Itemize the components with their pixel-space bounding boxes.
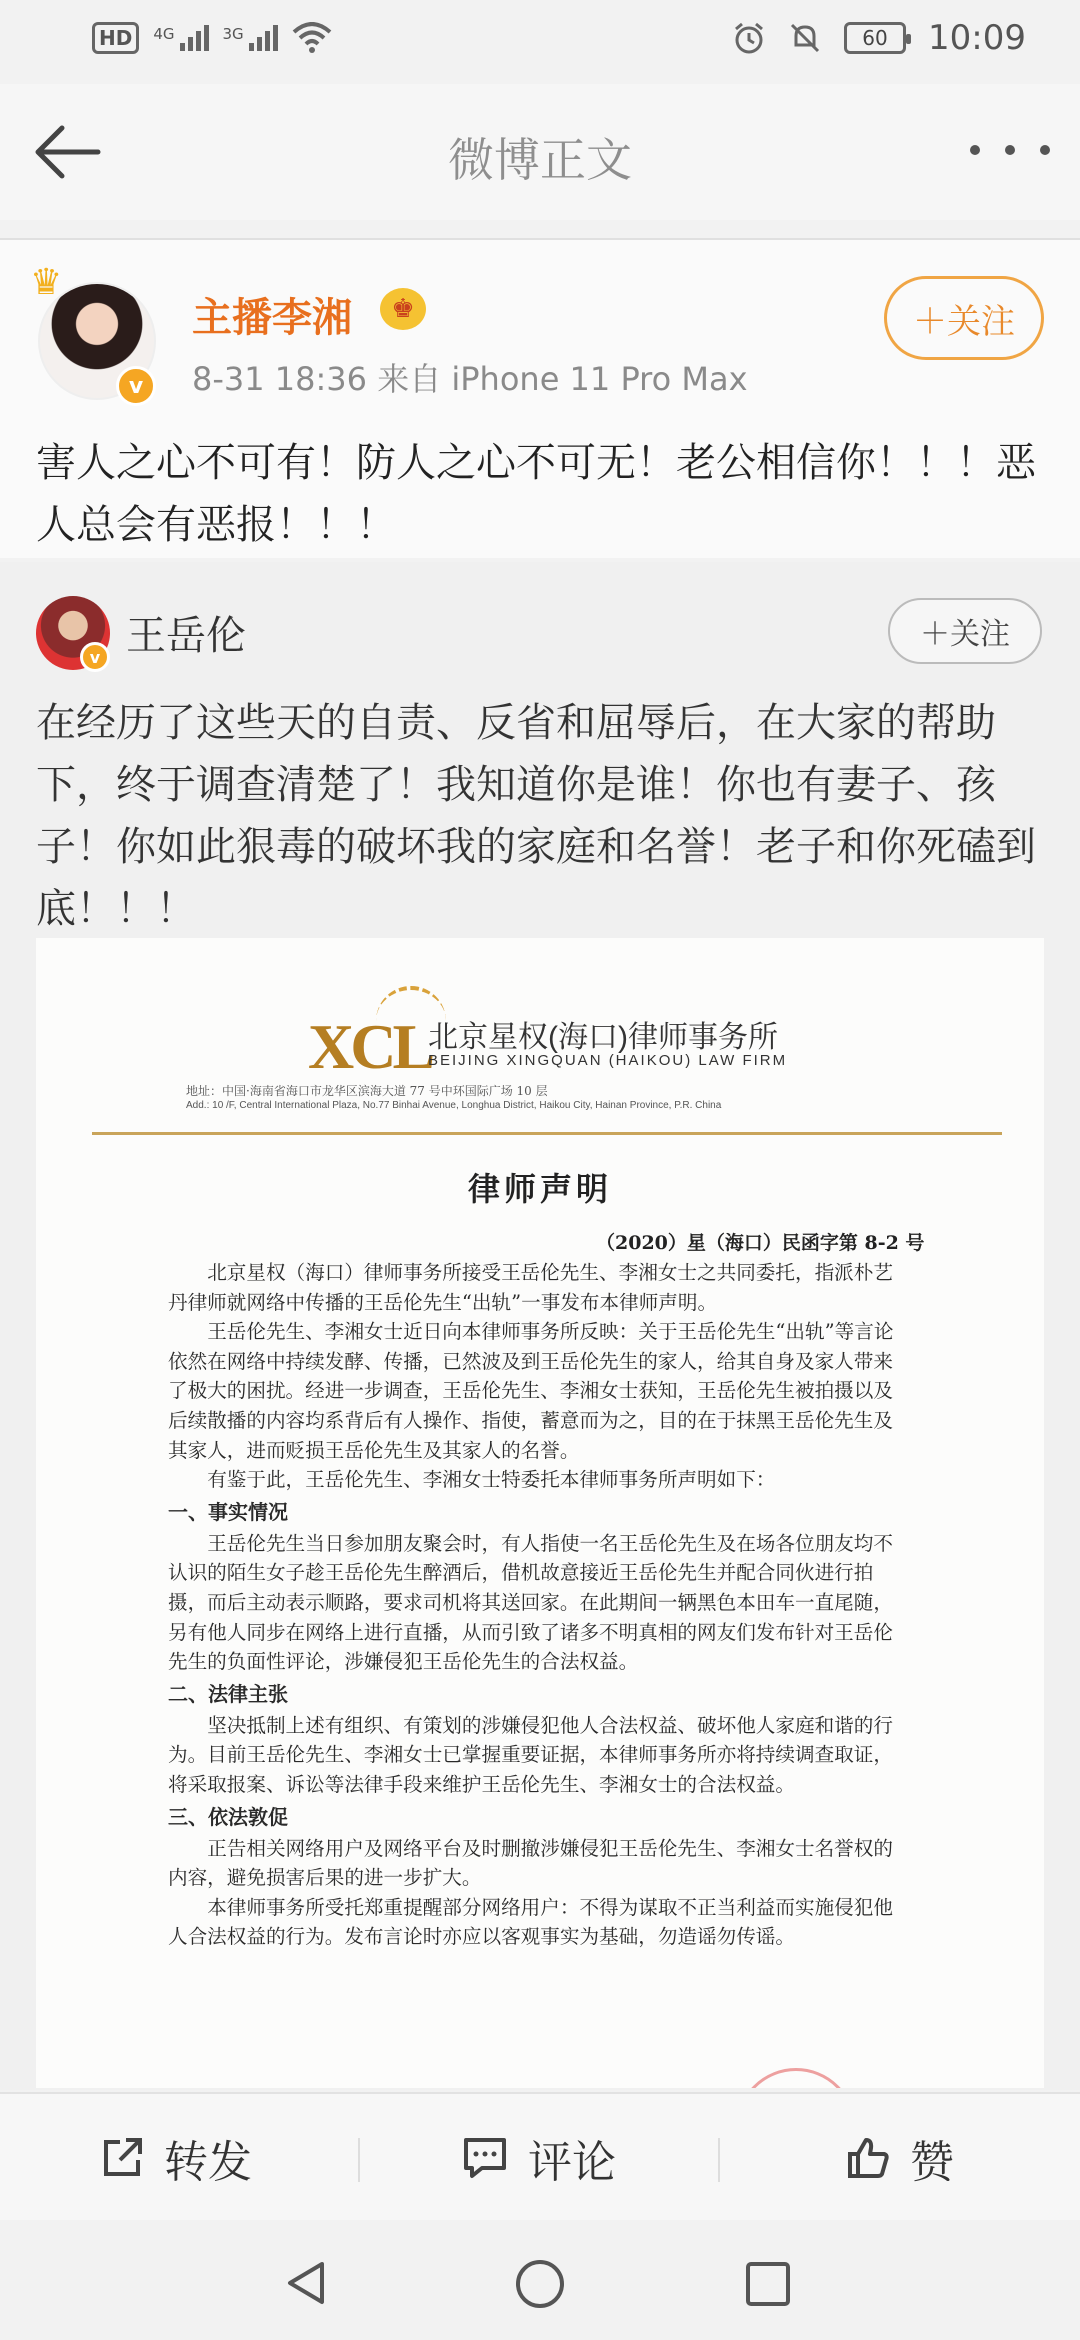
lawyer-statement-image[interactable] <box>36 938 1044 2088</box>
nav-recents-icon[interactable] <box>744 2260 792 2308</box>
statement-number: （2020）星（海口）民函字第 8-2 号 <box>596 1232 925 1254</box>
statement-body <box>168 1258 900 1952</box>
statement-paragraph: 王岳伦先生当日参加朋友聚会时，有人指使一名王岳伦先生及在场各位朋友均不认识的陌生女子趁王岳伦先生醉酒后，借机故意接近王岳伦先生并配合同伙进行拍摄，而后主动表示顺路，要求司机将其送回家。在此期间一辆黑色本田车一直尾随，另有他人同步在网络上进行直播，从而引致了诸多不明真相的网友们发布针对王岳伦先生的负面性评论，涉嫌侵犯王岳伦先生的合法权益。 <box>168 1531 893 1674</box>
statement-paragraph: 正告相关网络用户及网络平台及时删撤涉嫌侵犯王岳伦先生、李湘女士名誉权的内容，避免损害后果的进一步扩大。 <box>168 1836 893 1890</box>
statement-paragraph: 坚决抵制上述有组织、有策划的涉嫌侵犯他人合法权益、破坏他人家庭和谐的行为。目前王岳伦先生、李湘女士已掌握重要证据，本律师事务所亦将持续调查取证，将采取报案、诉讼等法律手段来维护王岳伦先生、李湘女士的合法权益。 <box>168 1713 893 1796</box>
share-icon <box>98 2134 146 2182</box>
comment-button[interactable] <box>460 2094 616 2222</box>
repost-verified-badge-icon: v <box>80 642 110 672</box>
hd-indicator: HD <box>92 22 139 54</box>
system-nav-bar <box>0 2222 1080 2340</box>
battery-icon: 60 <box>844 22 906 54</box>
statement-paragraph: 北京星权（海口）律师事务所接受王岳伦先生、李湘女士之共同委托，指派朴艺丹律师就网络中传播的王岳伦先生“出轨”一事发布本律师声明。 <box>168 1261 893 1314</box>
post-username[interactable]: 主播李湘 <box>192 295 352 341</box>
statement-heading: 三、依法敦促 <box>168 1804 288 1829</box>
repost-follow-button[interactable]: ＋关注 <box>888 598 1042 664</box>
signal-icon <box>153 25 208 51</box>
firm-name-cn: 北京星权(海口)律师事务所 <box>428 1021 778 1054</box>
like-button[interactable] <box>844 2094 954 2222</box>
nav-home-icon[interactable] <box>514 2258 566 2310</box>
statement-paragraph: 有鉴于此，王岳伦先生、李湘女士特委托本律师事务所声明如下： <box>207 1468 776 1492</box>
statement-heading: 一、事实情况 <box>168 1499 288 1524</box>
mute-bell-icon <box>788 21 822 55</box>
signal-icon-2 <box>223 25 278 51</box>
firm-address-cn: 地址：中国·海南省海口市龙华区滨海大道 77 号中环国际广场 10 层 <box>186 1084 548 1098</box>
crown-icon: ♛ <box>30 262 63 303</box>
page-title: 微博正文 <box>448 133 632 187</box>
post-meta: 8-31 18:36 来自 iPhone 11 Pro Max <box>192 360 748 398</box>
follow-button[interactable]: ＋关注 <box>884 276 1044 360</box>
clock: 10:09 <box>928 18 1026 58</box>
verified-badge-icon: v <box>116 366 156 406</box>
post-text: 害人之心不可有！防人之心不可无！老公相信你！！！恶人总会有恶报！！！ <box>36 440 1036 548</box>
firm-name-en: BEIJING XINGQUAN (HAIKOU) LAW FIRM <box>428 1052 788 1069</box>
thumbs-up-icon <box>844 2134 892 2182</box>
main-post <box>0 240 1080 558</box>
repost-username[interactable]: 王岳伦 <box>126 613 246 659</box>
like-label: 赞 <box>910 2137 954 2188</box>
action-separator <box>358 2138 360 2182</box>
network-type-label-2: 3G <box>222 25 244 43</box>
nav-back-icon[interactable] <box>282 2258 332 2308</box>
firm-address-en: Add.: 10 /F, Central International Plaza, No.77 Binhai Avenue, Longhua District, Haikou City, Hainan Province, P.R. China <box>186 1100 722 1111</box>
firm-logo: XCL <box>308 1011 432 1082</box>
statement-paragraph: 王岳伦先生、李湘女士近日向本律师事务所反映：关于王岳伦先生“出轨”等言论依然在网络中持续发酵、传播，已然波及到王岳伦先生的家人，给其自身及家人带来了极大的困扰。经进一步调查，王岳伦先生、李湘女士获知，王岳伦先生被拍摄以及后续散播的内容均系背后有人操作、指使，蓄意而为之，目的在于抹黑王岳伦先生及其家人，进而贬损王岳伦先生及其家人的名誉。 <box>168 1320 894 1462</box>
official-seal <box>736 2068 856 2088</box>
repost-label: 转发 <box>164 2137 252 2188</box>
network-type-label: 4G <box>153 25 175 43</box>
reposted-content[interactable] <box>0 562 1080 2090</box>
statement-title: 律师声明 <box>467 1170 612 1208</box>
alarm-icon <box>732 21 766 55</box>
comment-icon <box>460 2134 510 2182</box>
action-separator <box>718 2138 720 2182</box>
more-options-icon[interactable] <box>970 120 1050 180</box>
statement-heading: 二、法律主张 <box>168 1681 288 1706</box>
status-bar <box>0 0 1080 84</box>
comment-label: 评论 <box>528 2137 616 2188</box>
action-bar <box>0 2092 1080 2220</box>
letterhead-rule <box>92 1132 1002 1135</box>
app-header <box>0 84 1080 220</box>
repost-button[interactable] <box>98 2094 252 2222</box>
vip-crown-icon: ♚ <box>380 288 426 330</box>
repost-text: 在经历了这些天的自责、反省和屈辱后，在大家的帮助下，终于调查清楚了！我知道你是谁！你也有妻子、孩子！你如此狠毒的破坏我的家庭和名誉！老子和你死磕到底！！！ <box>36 700 1036 932</box>
statement-paragraph: 本律师事务所受托郑重提醒部分网络用户：不得为谋取不正当利益而实施侵犯他人合法权益的行为。发布言论时亦应以客观事实为基础，勿造谣勿传谣。 <box>168 1895 893 1949</box>
wifi-icon <box>292 22 332 54</box>
